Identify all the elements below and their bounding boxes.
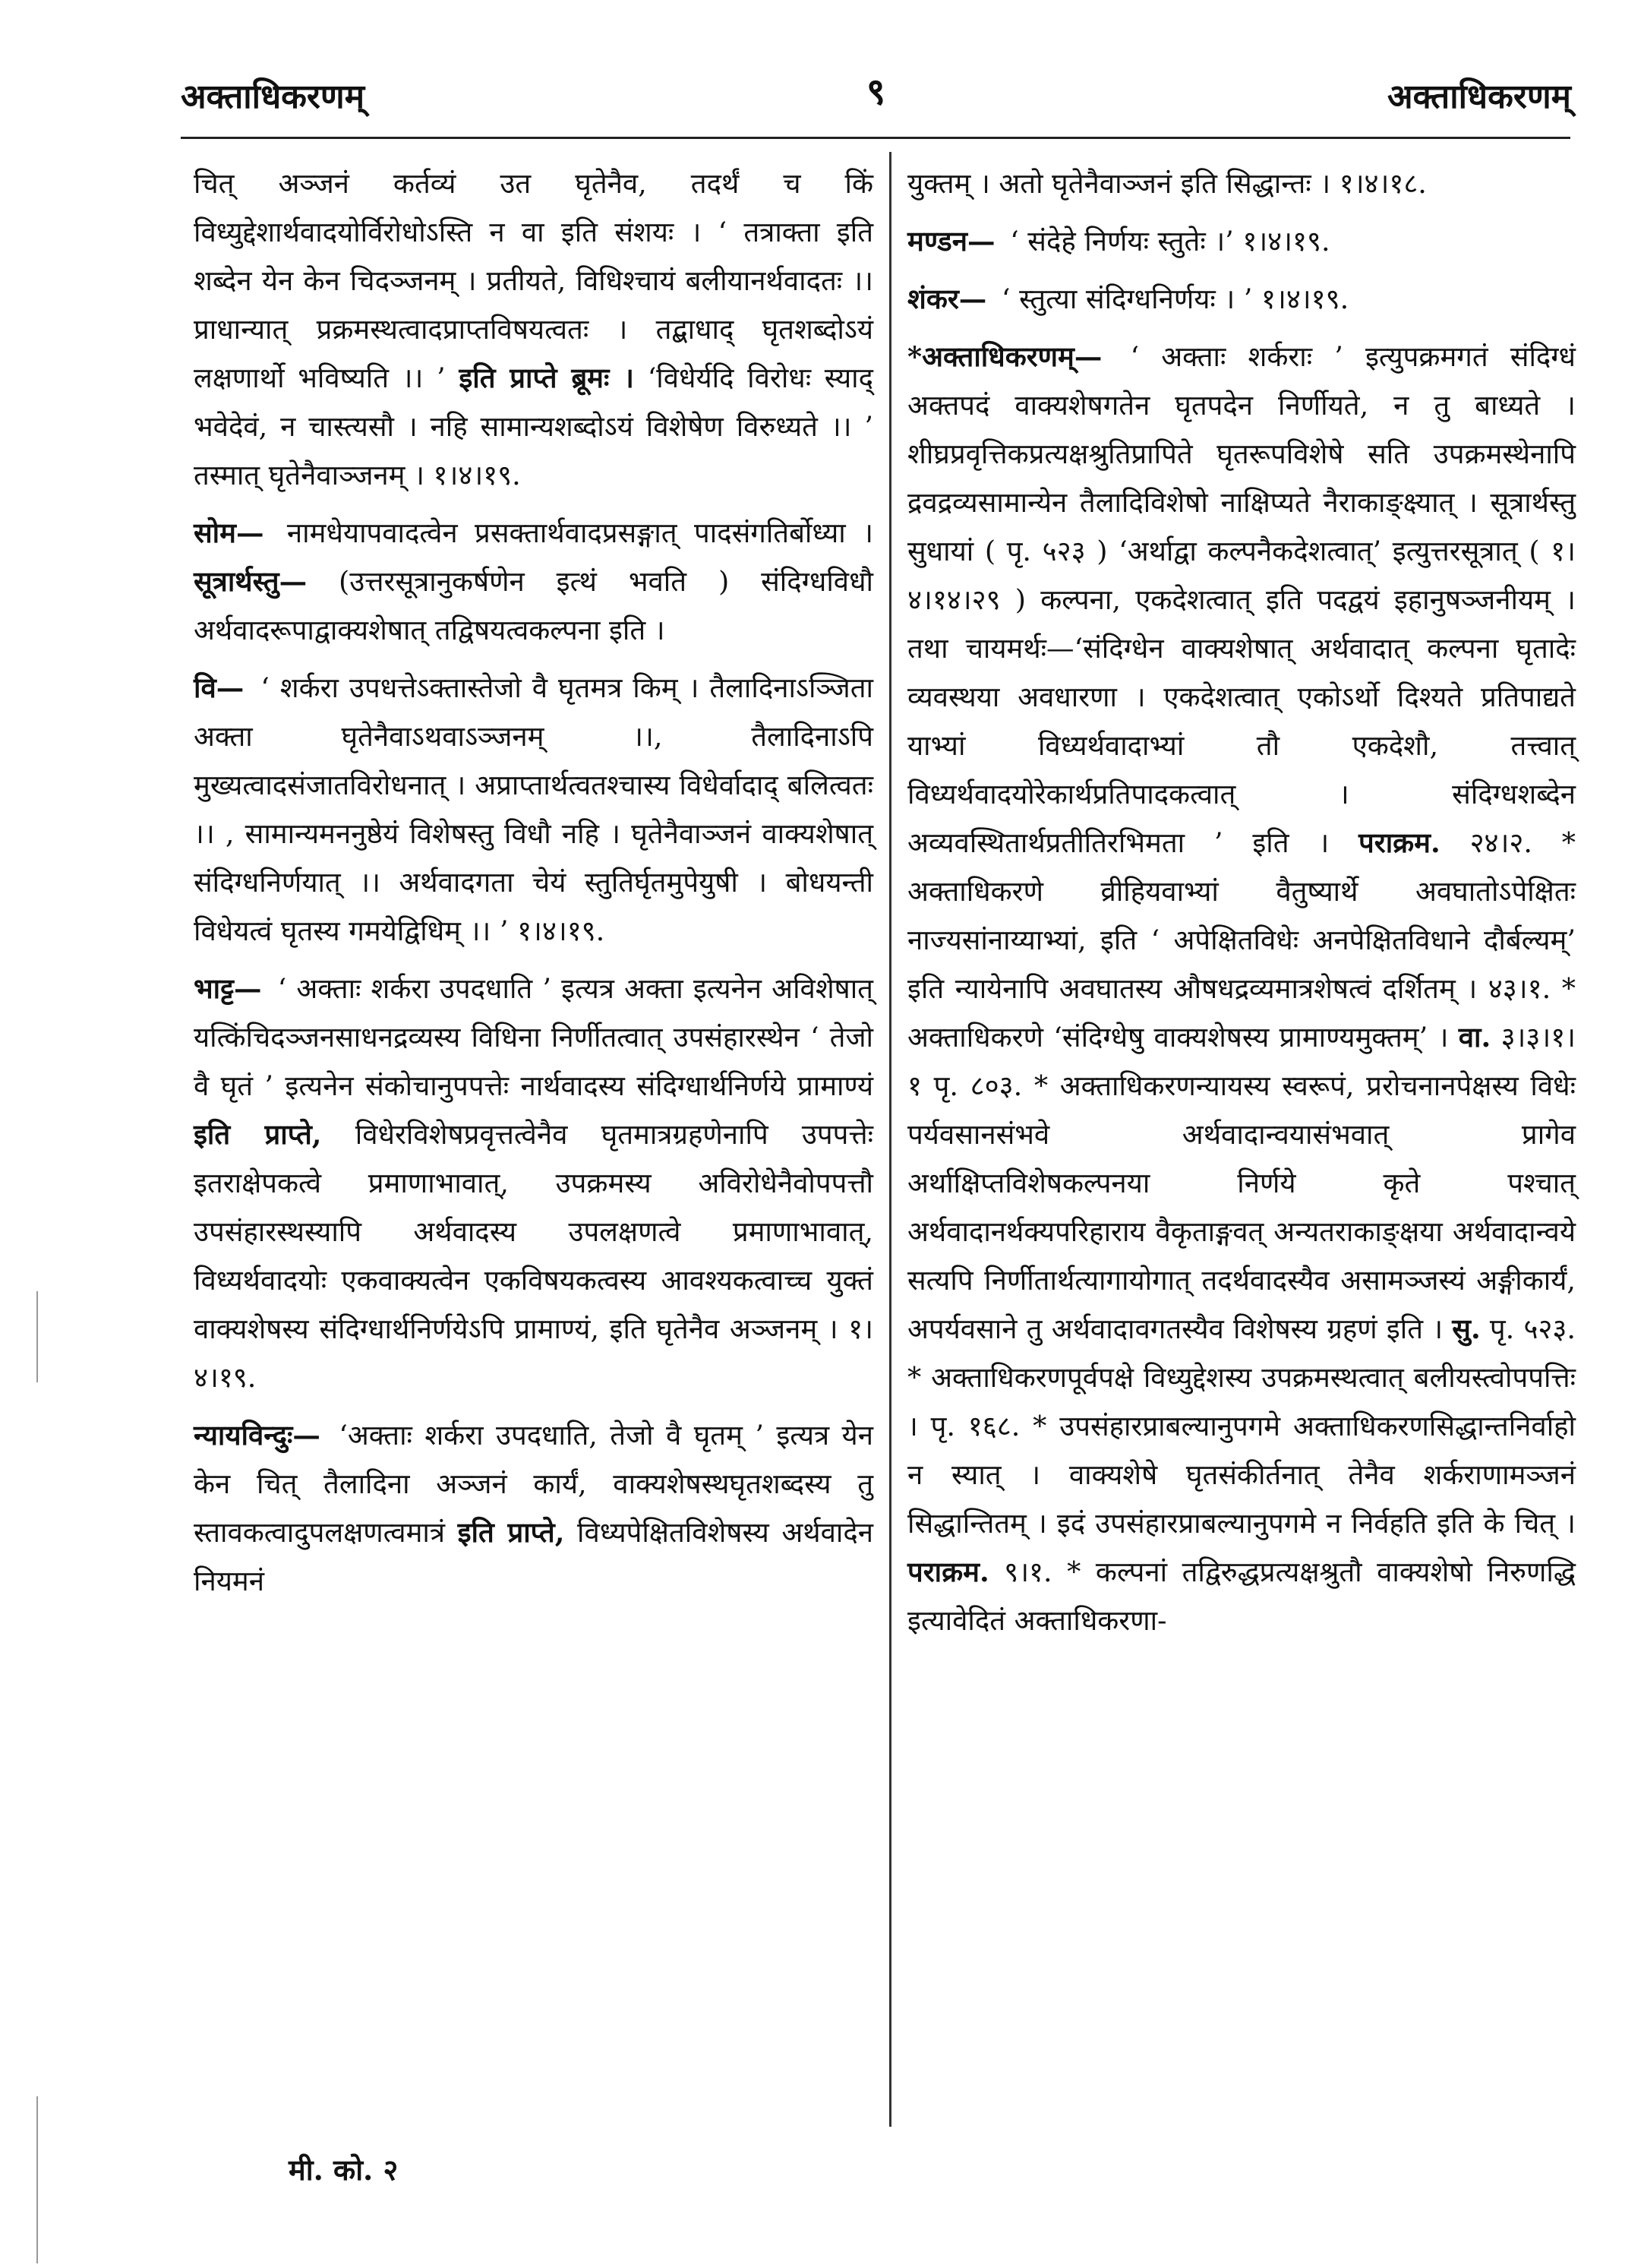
shankara-text: ‘ स्तुत्या संदिग्धनिर्णयः । ’ १।४।१९. [1001, 283, 1349, 315]
column-divider [889, 152, 891, 2127]
aktadhikarana-text-2: २४।२. * अक्ताधिकरणे व्रीहियवाभ्यां वैतुष्यार्थे अवघातोऽपेक्षितः नाज्यसांनाय्याभ्यां, इति ‘ अपेक्षितविधेः अनपेक्षितविधाने दौर्बल्यम्’ इति न्यायेनापि अवघातस्य औषधद्रव्यमात्रशेषत्वं दर्शितम् । ४३।१. * अक्ताधिकरणे ‘संदिग्धेषु वाक्यशेषस्य प्रामाण्यमुक्तम्’ । [907, 826, 1576, 1053]
shankara-label: शंकर— [907, 283, 987, 315]
bhatta-bold: इति प्राप्ते, [194, 1118, 322, 1151]
soma-label: सोम— [194, 516, 264, 549]
header-rule [181, 137, 1570, 139]
page-header [181, 72, 1571, 133]
soma-text-2: (उत्तरसूत्रानुकर्षणेन इत्थं भवति ) संदिग्धविधौ अर्थवादरूपाद्वाक्यशेषात् तद्विषयत्वकल्पना इति । [194, 565, 873, 646]
nyayavindu-label: न्यायविन्दुः— [194, 1419, 320, 1451]
footer-signature: मी. को. २ [289, 2153, 399, 2187]
right-paragraph-1 [907, 160, 1576, 208]
page-number: ९ [866, 71, 885, 113]
vi-label: वि— [194, 671, 245, 704]
left-paragraph-soma [194, 509, 873, 655]
parakrama-label-2: पराक्रम. [907, 1556, 989, 1588]
left-paragraph-vi [194, 664, 873, 956]
vi-text: ‘ शर्करा उपधत्तेऽक्तास्तेजो वै घृतमत्र किम् । तैलादिनाऽञ्जिता अक्ता घृतेनैवाऽथवाऽञ्जनम् ।।, तैलादिनाऽपि मुख्यत्वादसंजातविरोधनात् । अप्राप्तार्थत्वतश्चास्य विधेर्वादाद् बलित्वतः ।। , सामान्यमननुष्ठेयं विशेषस्तु विधौ नहि । घृतेनैवाञ्जनं वाक्यशेषात् संदिग्धनिर्णयात् ।। अर्थवादगता चेयं स्तुतिर्घृतमुपेयुषी । बोधयन्ती विधेयत्वं घृतस्य गमयेद्विधिम् ।। ’ १।४।१९. [194, 671, 874, 947]
mandana-text: ‘ संदेहे निर्णयः स्तुतेः ।’ १।४।१९. [1010, 225, 1330, 257]
left-p1-text: चित् अञ्जनं कर्तव्यं उत घृतेनैव, तदर्थं च किं विध्युद्देशार्थवादयोर्विरोधोऽस्ति न वा इति संशयः । ‘ तत्राक्ता इति शब्देन येन केन चिदञ्जनम् । प्रतीयते, विधिश्चायं बलीयानर्थवादतः ।। प्राधान्यात् प्रक्रमस्थत्वादप्राप्तविषयत्वतः । तद्बाधाद् घृतशब्दोऽयं लक्षणार्थो भविष्यति ।। ’ [194, 167, 873, 394]
bhatta-label: भाट्ट— [194, 972, 262, 1005]
nyayavindu-text-2: विध्यपेक्षितविशेषस्य अर्थवादेन नियमनं [194, 1516, 873, 1597]
su-text: पृ. ५२३. * अक्ताधिकरणपूर्वपक्षे विध्युद्देशस्य उपक्रमस्थत्वात् बलीयस्त्वोपपत्तिः । पृ. १६८. * उपसंहारप्राबल्यानुपगमे अक्ताधिकरणसिद्धान्तनिर्वाहो न स्यात् । वाक्यशेषे घृतसंकीर्तनात् तेनैव शर्कराणामञ्जनं सिद्धान्तितम् । इदं उपसंहारप्राबल्यानुपगमे न निर्वहति इति के चित् । [907, 1312, 1576, 1540]
nyayavindu-bold: इति प्राप्ते, [457, 1516, 565, 1549]
parakrama-text-2: ९।१. * कल्पनां तद्विरुद्धप्रत्यक्षश्रुतौ वाक्यशेषो निरुणद्धि इत्यावेदितं अक्ताधिकरणा- [907, 1556, 1576, 1637]
scan-margin-mark [36, 1291, 38, 1382]
aktadhikarana-label: *अक्ताधिकरणम्— [907, 340, 1103, 373]
right-paragraph-aktadhikarana [907, 333, 1576, 1645]
right-paragraph-mandana [907, 217, 1576, 266]
bhatta-text-2: विधेरविशेषप्रवृत्तत्वेनैव घृतमात्रग्रहणेनापि उपपत्तेः इतराक्षेपकत्वे प्रमाणाभावात्, उपक्रमस्य अविरोधेनैवोपपत्तौ उपसंहारस्थस्यापि अर्थवादस्य उपलक्षणत्वे प्रमाणाभावात्, विध्यर्थवादयोः एकवाक्यत्वेन एकविषयकत्वस्य आवश्यकत्वाच्च युक्तं वाक्यशेषस्य संदिग्धार्थनिर्णयेऽपि प्रामाण्यं, इति घृतेनैव अञ्जनम् । १।४।१९. [194, 1118, 873, 1394]
mandana-label: मण्डन— [907, 225, 996, 257]
sutrartha-label: सूत्रार्थस्तु— [194, 565, 308, 598]
right-p1-text: युक्तम् । अतो घृतेनैवाञ्जनं इति सिद्धान्तः । १।४।१८. [907, 167, 1427, 200]
left-paragraph-bhatta [194, 965, 873, 1402]
va-label: वा. [1458, 1021, 1491, 1053]
header-right-title: अक्ताधिकरणम् [1387, 77, 1571, 116]
nyayavindu-text: ‘अक्ताः शर्करा उपदधाति, तेजो वै घृतम् ’ इत्यत्र येन केन चित् तैलादिना अञ्जनं कार्यं, वाक्यशेषस्थघृतशब्दस्य तु स्तावकत्वादुपलक्षणत्वमात्रं [194, 1419, 873, 1549]
right-paragraph-shankara [907, 275, 1576, 324]
bhatta-text: ‘ अक्ताः शर्करा उपदधाति ’ इत्यत्र अक्ता इत्यनेन अविशेषात् यत्किंचिदञ्जनसाधनद्रव्यस्य विधिना निर्णीतत्वात् उपसंहारस्थेन ‘ तेजो वै घृतं ’ इत्यनेन संकोचानुपपत्तेः नार्थवादस्य संदिग्धार्थनिर्णये प्रामाण्यं [194, 972, 873, 1102]
va-text: ३।३।१।१ पृ. ८०३. * अक्ताधिकरणन्यायस्य स्वरूपं, प्ररोचनानपेक्षस्य विधेः पर्यवसानसंभवे अर्थवादान्वयासंभवात् प्रागेव अर्थाक्षिप्तविशेषकल्पनया निर्णये कृते पश्चात् अर्थवादानर्थक्यपरिहाराय वैकृताङ्गवत् अन्यतराकाङ्क्षया अर्थवादान्वये सत्यपि निर्णीतार्थत्यागायोगात् तदर्थवादस्यैव असामञ्जस्यं अङ्गीकार्यं, अपर्यवसाने तु अर्थवादावगतस्यैव विशेषस्य ग्रहणं इति । [907, 1021, 1576, 1345]
left-paragraph-nyayavindu [194, 1411, 873, 1606]
parakrama-label-1: पराक्रम. [1358, 826, 1440, 859]
scan-margin-mark-lower [36, 2096, 38, 2263]
left-p1b-text: ‘विधेर्यदि विरोधः स्याद् भवेदेवं, न चास्त्यसौ । नहि सामान्यशब्दोऽयं विशेषेण विरुध्यते ।। ’ तस्मात् घृतेनैवाञ्जनम् । १।४।१९. [194, 362, 873, 491]
header-left-title: अक्ताधिकरणम् [181, 77, 365, 116]
right-column [907, 160, 1576, 1654]
su-label: सु. [1452, 1312, 1481, 1345]
left-paragraph-1 [194, 160, 873, 500]
soma-text: नामधेयापवादत्वेन प्रसक्तार्थवादप्रसङ्गात् पादसंगतिर्बोध्या । [286, 516, 873, 549]
aktadhikarana-text: ‘ अक्ताः शर्कराः ’ इत्युपक्रमगतं संदिग्धं अक्तपदं वाक्यशेषगतेन घृतपदेन निर्णीयते, न तु बाध्यते । शीघ्रप्रवृत्तिकप्रत्यक्षश्रुतिप्रापिते घृतरूपविशेषे सति उपक्रमस्थेनापि द्रवद्रव्यसामान्येन तैलादिविशेषो नाक्षिप्यते नैराकाङ्क्ष्यात् । सूत्रार्थस्तु सुधायां ( पृ. ५२३ ) ‘अर्थाद्वा कल्पनैकदेशत्वात्’ इत्युत्तरसूत्रात् ( १।४।१४।२९ ) कल्पना, एकदेशत्वात् इति पदद्वयं इहानुषञ्जनीयम् । तथा चायमर्थः—‘संदिग्धेन वाक्यशेषात् अर्थवादात् कल्पना घृतादेः व्यवस्थया अवधारणा । एकदेशत्वात् एकोऽर्थो दिश्यते प्रतिपाद्यते याभ्यां विध्यर्थवादाभ्यां तौ एकदेशौ, तत्त्वात् विध्यर्थवादयोरेकार्थप्रतिपादकत्वात् । संदिग्धशब्देन अव्यवस्थितार्थप्रतीतिरभिमता ’ इति । [907, 340, 1576, 859]
left-column [194, 160, 873, 1615]
left-p1-bold: इति प्राप्ते ब्रूमः । [459, 362, 634, 394]
